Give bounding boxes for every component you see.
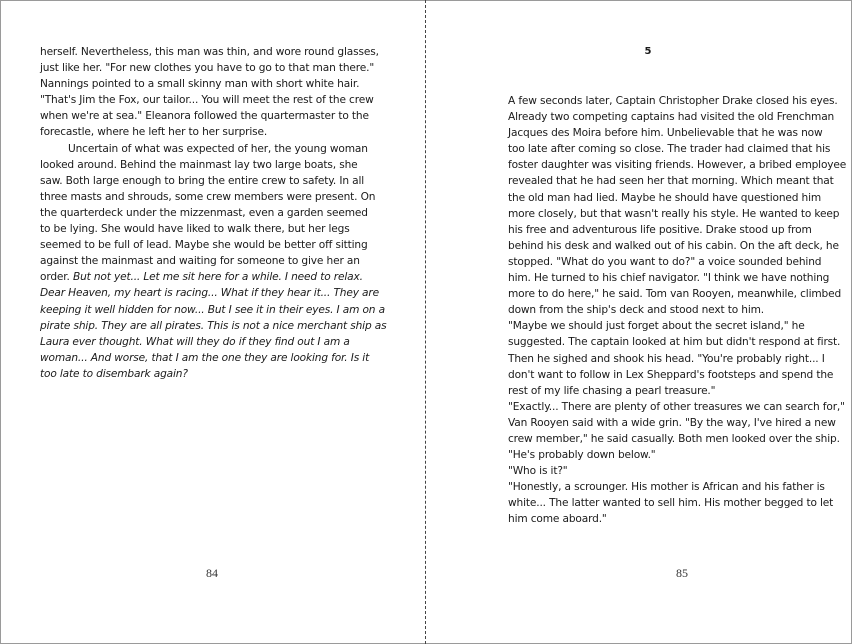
text-line	[40, 269, 390, 285]
text-line: down from the ship's deck and stood next to him.	[508, 304, 765, 317]
text-line: to be lying. She would have liked to walk there, but her legs	[40, 223, 350, 236]
text-line: don't want to follow in Lex Sheppard's footsteps and spend the	[508, 368, 834, 381]
left-page-number: 84	[206, 566, 218, 580]
right-page-number: 85	[676, 566, 688, 580]
text-line: against the mainmast and waiting for someone to give her an	[40, 255, 360, 268]
right-page-text	[508, 93, 847, 528]
text-line: forecastle, where he left her to her surprise.	[40, 126, 268, 139]
text-line: just like her. "For new clothes you have to go to that man there."	[40, 62, 375, 75]
text-line: too late after coming so close. The trader had claimed that his	[508, 143, 831, 156]
text-line: "Exactly... There are plenty of other treasures we can search for,"	[508, 400, 845, 413]
text-line: crew member," he said casually. Both men looked over the ship.	[508, 432, 840, 445]
text-line: suggested. The captain looked at him but didn't respond at first.	[508, 336, 841, 349]
text-line: keeping it well hidden for now... But I see it in their eyes. I am on a	[40, 303, 385, 316]
text-line: "Who is it?"	[508, 465, 568, 478]
text-line: more to do here," he said. Tom van Rooyen, meanwhile, climbed	[508, 288, 842, 301]
text-line: Nannings pointed to a small skinny man with short white hair.	[40, 78, 360, 91]
right-page	[426, 0, 852, 644]
text-line: the quarterdeck under the mizzenmast, even a garden seemed	[40, 206, 368, 219]
text-line: rest of my life chasing a pearl treasure."	[508, 384, 716, 397]
text-line: woman... And worse, that I am the one they are looking for. Is it	[40, 351, 370, 364]
text-line: white... The latter wanted to sell him. His mother begged to let	[508, 497, 834, 510]
text-line: three masts and shrouds, some crew members were present. On	[40, 190, 376, 203]
text-line: when we're at sea." Eleanora followed the quartermaster to the	[40, 110, 369, 123]
text-line: behind his desk and walked out of his cabin. On the aft deck, he	[508, 239, 839, 252]
text-line: "Honestly, a scrounger. His mother is African and his father is	[508, 481, 825, 494]
text-line: "Maybe we should just forget about the secret island," he	[508, 320, 805, 333]
text-line: Uncertain of what was expected of her, the young woman	[68, 142, 368, 155]
text-line: "He's probably down below."	[508, 449, 656, 462]
left-page	[0, 0, 425, 644]
text-line: the old man had lied. Maybe he should have questioned him	[508, 191, 822, 204]
text-line: revealed that he had seen her that morning. Which meant that	[508, 175, 834, 188]
text-line: him come aboard."	[508, 513, 607, 526]
text-line: Laura ever thought. What will they do if they find out I am a	[40, 335, 350, 348]
text-line: "That's Jim the Fox, our tailor... You will meet the rest of the crew	[40, 94, 374, 107]
text-line: more closely, but that wasn't really his style. He wanted to keep	[508, 207, 840, 220]
text-line: looked around. Behind the mainmast lay two large boats, she	[40, 158, 358, 171]
text-line: Dear Heaven, my heart is racing... What if they hear it... They are	[40, 287, 379, 300]
text-line: his free and adventurous life positive. Drake stood up from	[508, 223, 812, 236]
text-line: him. He turned to his chief navigator. "I think we have nothing	[508, 272, 830, 285]
text-line: pirate ship. They are all pirates. This is not a nice merchant ship as	[40, 319, 387, 332]
text-line: herself. Nevertheless, this man was thin, and wore round glasses,	[40, 46, 379, 58]
text-line: A few seconds later, Captain Christopher Drake closed his eyes.	[508, 95, 838, 107]
text-line: foster daughter was visiting friends. However, a bribed employee	[508, 159, 847, 172]
chapter-number: 5	[644, 46, 652, 57]
text-line: Jacques des Moira before him. Unbelievable that he was now	[508, 127, 823, 140]
italic-text-run: But not yet... Let me sit here for a while. I need to relax.	[69, 271, 363, 284]
text-line: saw. Both large enough to bring the entire crew to safety. In all	[40, 174, 365, 187]
left-page-text	[40, 44, 390, 382]
text-run: order.	[40, 271, 70, 284]
text-line: stopped. "What do you want to do?" a voice sounded behind	[508, 255, 822, 268]
text-line: too late to disembark again?	[40, 367, 188, 380]
text-line: seemed to be full of lead. Maybe she would be better off sitting	[40, 239, 368, 252]
text-line: Then he sighed and shook his head. "You're probably right... I	[508, 352, 825, 365]
text-line: Already two competing captains had visited the old Frenchman	[508, 111, 835, 124]
text-line: Van Rooyen said with a wide grin. "By the way, I've hired a new	[508, 416, 836, 429]
